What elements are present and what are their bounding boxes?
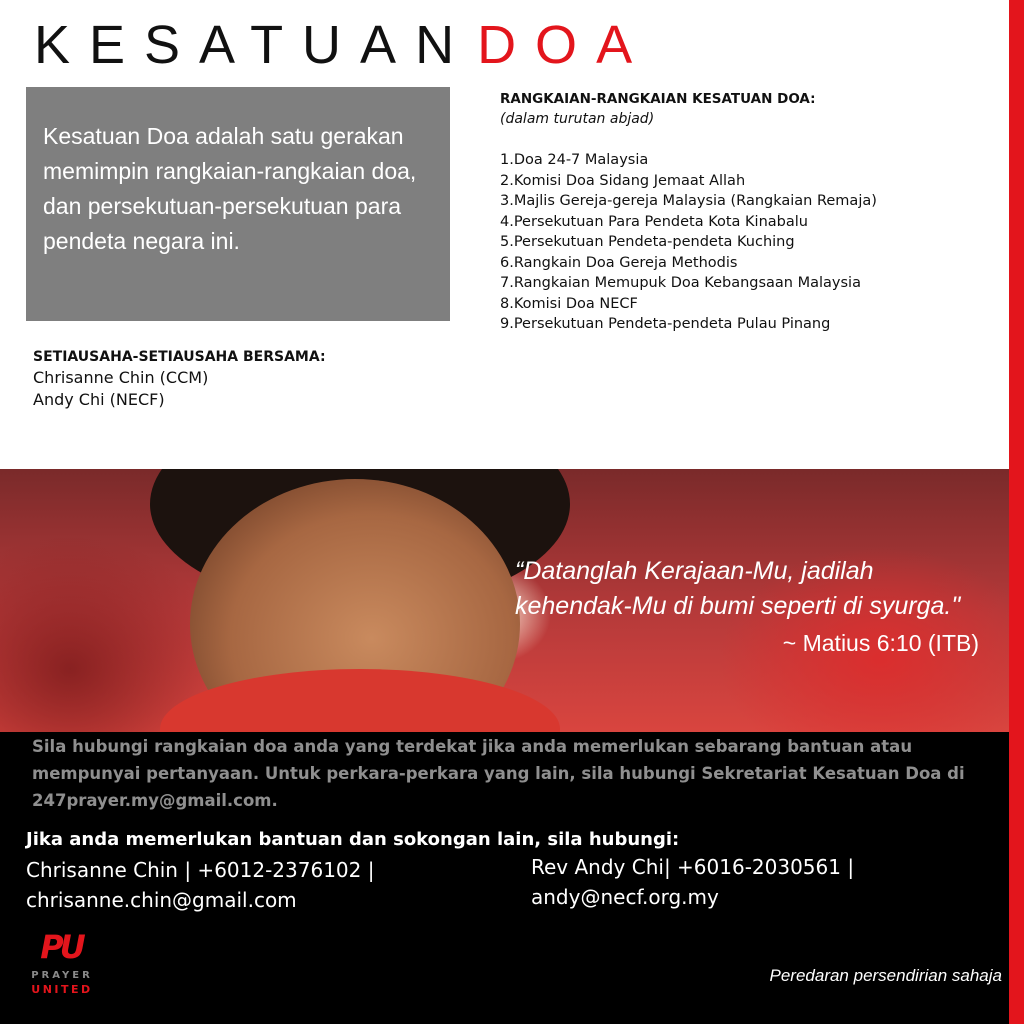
list-item: 9.Persekutuan Pendeta-pendeta Pulau Pinang bbox=[500, 316, 831, 332]
secretary-name: Andy Chi (NECF) bbox=[33, 390, 165, 409]
secretary-name: Chrisanne Chin (CCM) bbox=[33, 368, 209, 387]
intro-box-text: Kesatuan Doa adalah satu gerakan memimpin rangkaian-rangkaian doa, dan persekutuan-persekutuan para pendeta negara ini. bbox=[43, 123, 417, 254]
praying-girl-photo bbox=[0, 469, 1009, 732]
help-heading: Jika anda memerlukan bantuan dan sokongan lain, sila hubungi: bbox=[26, 829, 680, 850]
list-item: 6.Rangkain Doa Gereja Methodis bbox=[500, 254, 738, 271]
quote-text: “Datanglah Kerajaan-Mu, jadilah kehendak-Mu di bumi seperti di syurga." bbox=[515, 557, 961, 620]
contact-intro-text: Sila hubungi rangkaian doa anda yang terdekat jika anda memerlukan sebarang bantuan atau mempunyai pertanyaan. Untuk perkara-perkara yang lain, sila hubungi Sekretariat Kesatuan Doa di 247prayer.my@gmail.com. bbox=[32, 737, 965, 810]
secretaries-section bbox=[33, 347, 326, 411]
logo-text-united: UNITED bbox=[31, 983, 93, 996]
contact-line: Rev Andy Chi| +6016-2030561 | bbox=[531, 855, 855, 879]
contact-andy bbox=[531, 852, 854, 912]
title-part-kesatuan: KESATUAN bbox=[34, 15, 474, 75]
secretaries-heading: SETIAUSAHA-SETIAUSAHA BERSAMA: bbox=[33, 349, 326, 365]
page-title bbox=[34, 14, 651, 76]
contact-email: andy@necf.org.my bbox=[531, 885, 719, 909]
logo-mark: PU bbox=[40, 928, 82, 966]
title-part-doa: DOA bbox=[477, 15, 652, 75]
scripture-quote bbox=[515, 554, 995, 659]
list-item: 1.Doa 24-7 Malaysia bbox=[500, 152, 649, 168]
networks-list bbox=[500, 150, 1005, 335]
right-accent-bar bbox=[1009, 0, 1024, 1024]
intro-box bbox=[26, 87, 450, 321]
contact-line: Chrisanne Chin | +6012-2376102 | bbox=[26, 858, 375, 882]
list-item: 3.Majlis Gereja-gereja Malaysia (Rangkaian Remaja) bbox=[500, 193, 877, 209]
networks-subheading: (dalam turutan abjad) bbox=[500, 111, 655, 127]
contact-chrisanne bbox=[26, 855, 374, 915]
list-item: 5.Persekutuan Pendeta-pendeta Kuching bbox=[500, 234, 795, 250]
list-item: 7.Rangkaian Memupuk Doa Kebangsaan Malaysia bbox=[500, 275, 861, 291]
networks-section bbox=[500, 90, 1005, 335]
list-item: 4.Persekutuan Para Pendeta Kota Kinabalu bbox=[500, 213, 808, 230]
logo-text-prayer: PRAYER bbox=[31, 970, 93, 981]
prayer-united-logo bbox=[19, 928, 105, 998]
networks-heading: RANGKAIAN-RANGKAIAN KESATUAN DOA: bbox=[500, 91, 816, 107]
list-item: 2.Komisi Doa Sidang Jemaat Allah bbox=[500, 172, 746, 189]
contact-email: chrisanne.chin@gmail.com bbox=[26, 888, 297, 912]
list-item: 8.Komisi Doa NECF bbox=[500, 295, 638, 312]
quote-reference: ~ Matius 6:10 (ITB) bbox=[782, 630, 979, 656]
footer-note: Peredaran persendirian sahaja bbox=[769, 966, 1002, 985]
